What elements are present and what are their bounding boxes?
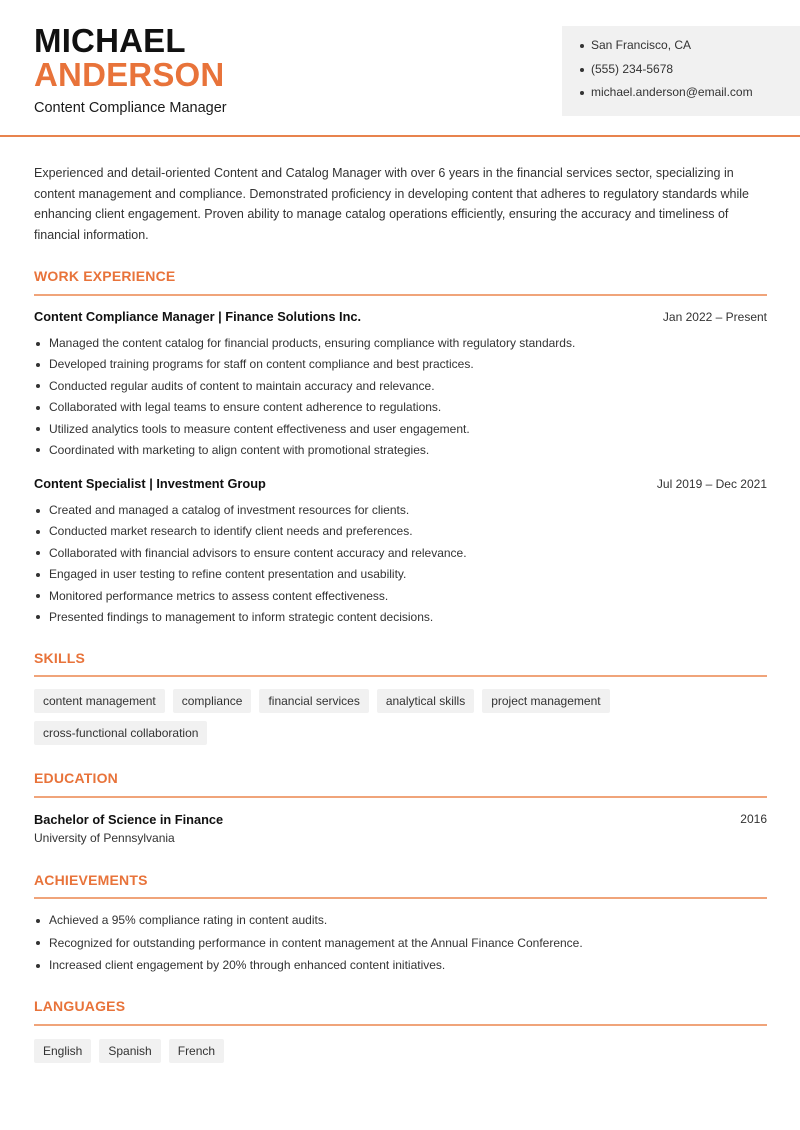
- bullet-icon: [580, 91, 584, 95]
- list-item: [34, 936, 767, 959]
- skill-tag: compliance: [173, 689, 252, 713]
- job-dates: Jan 2022 – Present: [662, 309, 767, 324]
- list-item: [34, 422, 767, 443]
- list-item: [34, 524, 767, 545]
- bullet-icon: [36, 384, 40, 388]
- list-item-text: Coordinated with marketing to align content with promotional strategies.: [49, 442, 430, 457]
- list-item-text: Created and managed a catalog of investment resources for clients.: [49, 503, 410, 517]
- education-degree: Bachelor of Science in Finance: [34, 812, 224, 827]
- bullet-icon: [36, 530, 40, 534]
- first-name: MICHAEL: [34, 22, 186, 59]
- job-role: Content Compliance Manager | Finance Solutions Inc.: [34, 309, 362, 324]
- bullet-icon: [580, 68, 584, 72]
- job-header: [34, 476, 767, 491]
- list-item-text: Increased client engagement by 20% through enhanced content initiatives.: [49, 958, 446, 972]
- last-name: ANDERSON: [34, 56, 225, 93]
- education-school: University of Pennsylvania: [34, 831, 175, 845]
- section-divider: [34, 1024, 767, 1026]
- list-item-text: Engaged in user testing to refine content presentation and usability.: [49, 567, 407, 582]
- contact-phone: [580, 61, 800, 85]
- list-item: [34, 400, 767, 421]
- list-item-text: Conducted market research to identify client needs and preferences.: [49, 524, 413, 539]
- list-item: [34, 357, 767, 378]
- job-bullet-list: [34, 503, 767, 631]
- section-title-achievements: ACHIEVEMENTS: [34, 872, 148, 888]
- list-item-text: Presented findings to management to inform strategic content decisions.: [49, 609, 434, 624]
- job-role: Content Specialist | Investment Group: [34, 476, 266, 491]
- phone-text: (555) 234-5678: [591, 61, 674, 76]
- list-item-text: Recognized for outstanding performance in content management at the Annual Finance Conference.: [49, 935, 583, 950]
- education-header: [34, 812, 767, 827]
- bullet-icon: [36, 363, 40, 367]
- list-item-text: Managed the content catalog for financial products, ensuring compliance with regulatory standards.: [49, 336, 576, 350]
- list-item: [34, 546, 767, 567]
- list-item-text: Monitored performance metrics to assess content effectiveness.: [49, 588, 389, 603]
- bullet-icon: [36, 406, 40, 410]
- bullet-icon: [36, 919, 40, 923]
- section-divider: [34, 294, 767, 296]
- skill-tag: financial services: [259, 689, 368, 713]
- education-year: 2016: [740, 812, 767, 826]
- contact-email[interactable]: [580, 84, 800, 108]
- list-item-text: Developed training programs for staff on content compliance and best practices.: [49, 357, 474, 372]
- language-tag: French: [169, 1039, 224, 1063]
- summary-paragraph: Experienced and detail-oriented Content and Catalog Manager with over 6 years in the financial services sector, specializing in content management and compliance. Demonstrated proficiency in developing content that adheres to regulatory standards while enhancing client engagement. Proven ability to manage catalog operations efficiently, ensuring the accuracy and timeliness of financial information.: [34, 166, 750, 243]
- list-item: [34, 913, 767, 936]
- bullet-icon: [580, 44, 584, 48]
- skill-tag: project management: [482, 689, 609, 713]
- achievements-list: [34, 913, 767, 981]
- skill-tag: analytical skills: [377, 689, 474, 713]
- bullet-icon: [36, 964, 40, 968]
- section-divider: [34, 897, 767, 899]
- list-item: [34, 567, 767, 588]
- list-item: [34, 336, 767, 357]
- section-title-education: EDUCATION: [34, 770, 118, 786]
- skill-tag: content management: [34, 689, 165, 713]
- bullet-icon: [36, 427, 40, 431]
- location-text: San Francisco, CA: [591, 38, 692, 52]
- bullet-icon: [36, 448, 40, 452]
- job-header: [34, 309, 767, 324]
- list-item-text: Collaborated with financial advisors to ensure content accuracy and relevance.: [49, 545, 467, 560]
- list-item-text: Conducted regular audits of content to maintain accuracy and relevance.: [49, 378, 435, 393]
- skill-tag: cross-functional collaboration: [34, 721, 207, 745]
- list-item: [34, 958, 767, 981]
- language-tag: English: [34, 1039, 91, 1063]
- language-tag: Spanish: [99, 1039, 160, 1063]
- section-title-skills: SKILLS: [34, 650, 85, 666]
- bullet-icon: [36, 551, 40, 555]
- bullet-icon: [36, 509, 40, 513]
- section-title-languages: LANGUAGES: [34, 998, 126, 1014]
- bullet-icon: [36, 615, 40, 619]
- languages-tag-list: [34, 1039, 767, 1063]
- list-item: [34, 610, 767, 631]
- contact-box: [562, 26, 800, 116]
- list-item: [34, 503, 767, 524]
- list-item-text: Collaborated with legal teams to ensure content adherence to regulations.: [49, 400, 442, 415]
- section-divider: [34, 796, 767, 798]
- bullet-icon: [36, 594, 40, 598]
- bullet-icon: [36, 573, 40, 577]
- job-bullet-list: [34, 336, 767, 464]
- contact-location: [580, 37, 800, 61]
- section-divider: [34, 675, 767, 677]
- list-item: [34, 379, 767, 400]
- job-dates: Jul 2019 – Dec 2021: [656, 476, 767, 491]
- list-item: [34, 443, 767, 464]
- section-title-work-experience: WORK EXPERIENCE: [34, 268, 176, 284]
- list-item: [34, 589, 767, 610]
- bullet-icon: [36, 342, 40, 346]
- email-text[interactable]: michael.anderson@email.com: [591, 85, 753, 99]
- job-title: Content Compliance Manager: [34, 100, 227, 116]
- resume-header: [0, 0, 800, 137]
- bullet-icon: [36, 941, 40, 945]
- skills-tag-list: [34, 689, 767, 745]
- list-item-text: Achieved a 95% compliance rating in content audits.: [49, 913, 328, 927]
- list-item-text: Utilized analytics tools to measure content effectiveness and user engagement.: [49, 421, 470, 436]
